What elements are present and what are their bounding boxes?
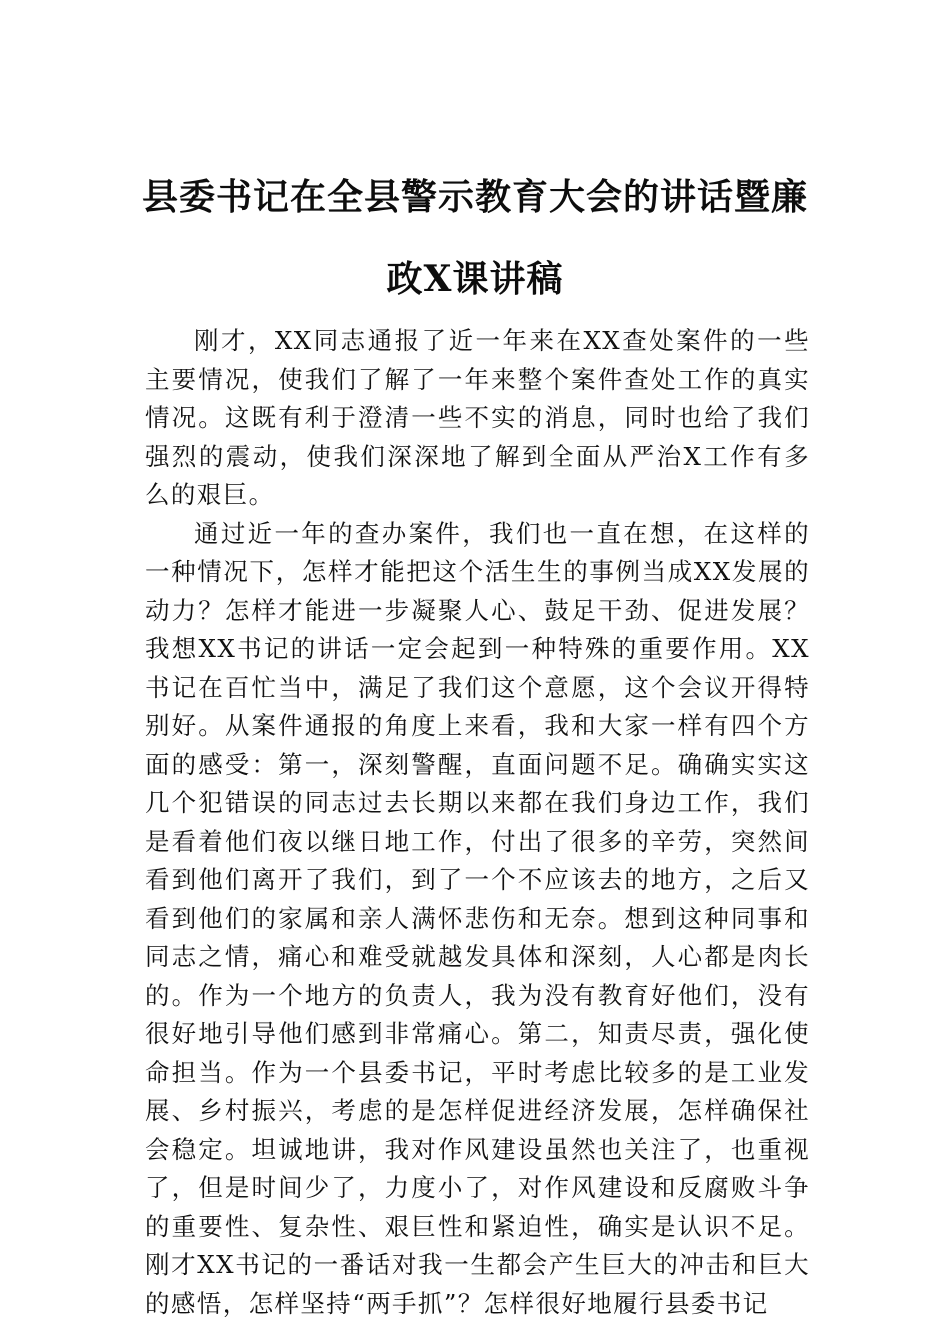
document-body: [145, 322, 810, 1323]
paragraph-1: 刚才，XX同志通报了近一年来在XX查处案件的一些主要情况，使我们了解了一年来整个案件查处工作的真实情况。这既有利于澄清一些不实的消息，同时也给了我们强烈的震动，使我们深深地了解到全面从严治X工作有多么的艰巨。: [145, 326, 810, 509]
paragraph-2: 通过近一年的查办案件，我们也一直在想，在这样的一种情况下，怎样才能把这个活生生的事例当成XX发展的动力？怎样才能进一步凝聚人心、鼓足干劲、促进发展？我想XX书记的讲话一定会起到一种特殊的重要作用。XX书记在百忙当中，满足了我们这个意愿，这个会议开得特别好。从案件通报的角度上来看，我和大家一样有四个方面的感受：第一，深刻警醒，直面问题不足。确确实实这几个犯错误的同志过去长期以来都在我们身边工作，我们是看着他们夜以继日地工作，付出了很多的辛劳，突然间看到他们离开了我们，到了一个不应该去的地方，之后又看到他们的家属和亲人满怀悲伤和无奈。想到这种同事和同志之情，痛心和难受就越发具体和深刻，人心都是肉长的。作为一个地方的负责人，我为没有教育好他们，没有很好地引导他们感到非常痛心。第二，知责尽责，强化使命担当。作为一个县委书记，平时考虑比较多的是工业发展、乡村振兴，考虑的是怎样促进经济发展，怎样确保社会稳定。坦诚地讲，我对作风建设虽然也关注了，也重视了，但是时间少了，力度小了，对作风建设和反腐败斗争的重要性、复杂性、艰巨性和紧迫性，确实是认识不足。刚才XX书记的一番话对我一生都会产生巨大的冲击和巨大的感悟，怎样坚持“两手抓”？怎样很好地履行县委书记: [145, 518, 810, 1318]
document-title: [120, 156, 830, 320]
title-line-2: 政X课讲稿: [386, 258, 564, 300]
title-line-1: 县委书记在全县警示教育大会的讲话暨廉: [141, 176, 808, 218]
